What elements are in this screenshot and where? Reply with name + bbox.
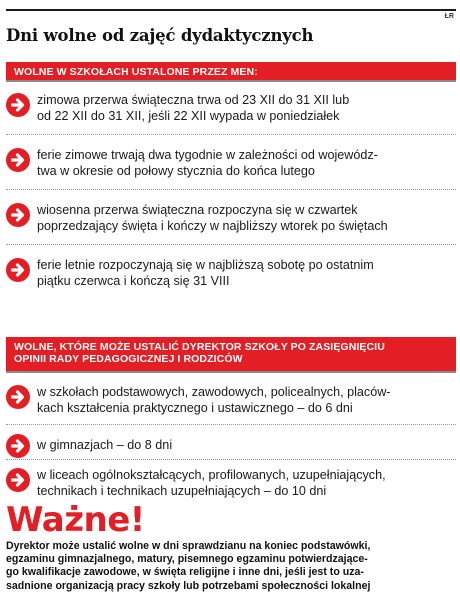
red-arrow-circle-icon xyxy=(6,468,30,492)
divider xyxy=(6,424,456,425)
item-text-line1: w szkołach podstawowych, zawodowych, policealnych, placów- xyxy=(37,385,391,399)
red-arrow-circle-icon xyxy=(6,258,30,282)
important-note-line: egzaminu gimnazjalnego, matury, pisemnego egzaminu potwierdzające- xyxy=(6,553,368,566)
item-text-line2: poprzedzający święta i kończy w najbliższy wtorek po świętach xyxy=(37,219,388,233)
important-note-line: sadnione organizacją pracy szkoły lub potrzebami społeczności lokalnej xyxy=(6,579,371,592)
divider xyxy=(6,244,456,245)
section2-heading-underline xyxy=(6,371,456,373)
important-heading: Ważne! xyxy=(6,500,145,540)
divider xyxy=(6,459,456,460)
section1-heading-bar xyxy=(6,62,456,80)
important-note-line: go kwalifikacje zawodowe, w święta religijne i inne dni, jeśli jest to uza- xyxy=(6,566,364,579)
important-note-line: Dyrektor może ustalić wolne w dni sprawdzianu na koniec podstawówki, xyxy=(6,540,371,552)
red-arrow-circle-icon xyxy=(6,93,30,117)
red-arrow-circle-icon xyxy=(6,148,30,172)
item-text-line1: ferie letnie rozpoczynają się w najbliższą sobotę po ostatnim xyxy=(37,258,374,272)
item-text-line2: twa w okresie od połowy stycznia do końca lutego xyxy=(37,164,315,178)
red-arrow-circle-icon xyxy=(6,434,30,458)
section2-heading-line2: OPINII RADY PEDAGOGICZNEJ I RODZICÓW xyxy=(14,353,243,365)
item-text-line2: technikach i technikach uzupełniających – do 10 dni xyxy=(37,484,327,498)
item-text-line2: kach kształcenia praktycznego i ustawicznego – do 6 dni xyxy=(37,401,353,415)
item-text-line2: piątku czerwca i kończą się 31 VIII xyxy=(37,274,230,288)
red-arrow-circle-icon xyxy=(6,203,30,227)
source-credit: ŁR xyxy=(444,13,454,20)
page-title: Dni wolne od zajęć dydaktycznych xyxy=(6,26,314,45)
section1-heading-underline xyxy=(6,80,456,82)
divider xyxy=(6,134,456,135)
item-text-line1: wiosenna przerwa świąteczna rozpoczyna się w czwartek xyxy=(37,203,358,217)
item-text-line1: ferie zimowe trwają dwa tygodnie w zależności od wojewódz- xyxy=(37,148,378,162)
section1-heading: WOLNE W SZKOŁACH USTALONE PRZEZ MEN: xyxy=(14,66,258,78)
red-arrow-circle-icon xyxy=(6,385,30,409)
item-text-line1: zimowa przerwa świąteczna trwa od 23 XII do 31 XII lub xyxy=(37,93,350,107)
item-text-line1: w gimnazjach – do 8 dni xyxy=(37,438,173,452)
divider xyxy=(6,189,456,190)
important-note xyxy=(6,540,456,593)
section2-heading-bar xyxy=(6,337,456,371)
item-text-line2: od 22 XII do 31 XII, jeśli 22 XII wypada w poniedziałek xyxy=(37,109,340,123)
top-rule xyxy=(6,9,456,11)
section2-heading-line1: WOLNE, KTÓRE MOŻE USTALIĆ DYREKTOR SZKOŁY PO ZASIĘGNIĘCIU xyxy=(14,341,385,353)
item-text-line1: w liceach ogólnokształcących, profilowanych, uzupełniających, xyxy=(37,468,386,482)
